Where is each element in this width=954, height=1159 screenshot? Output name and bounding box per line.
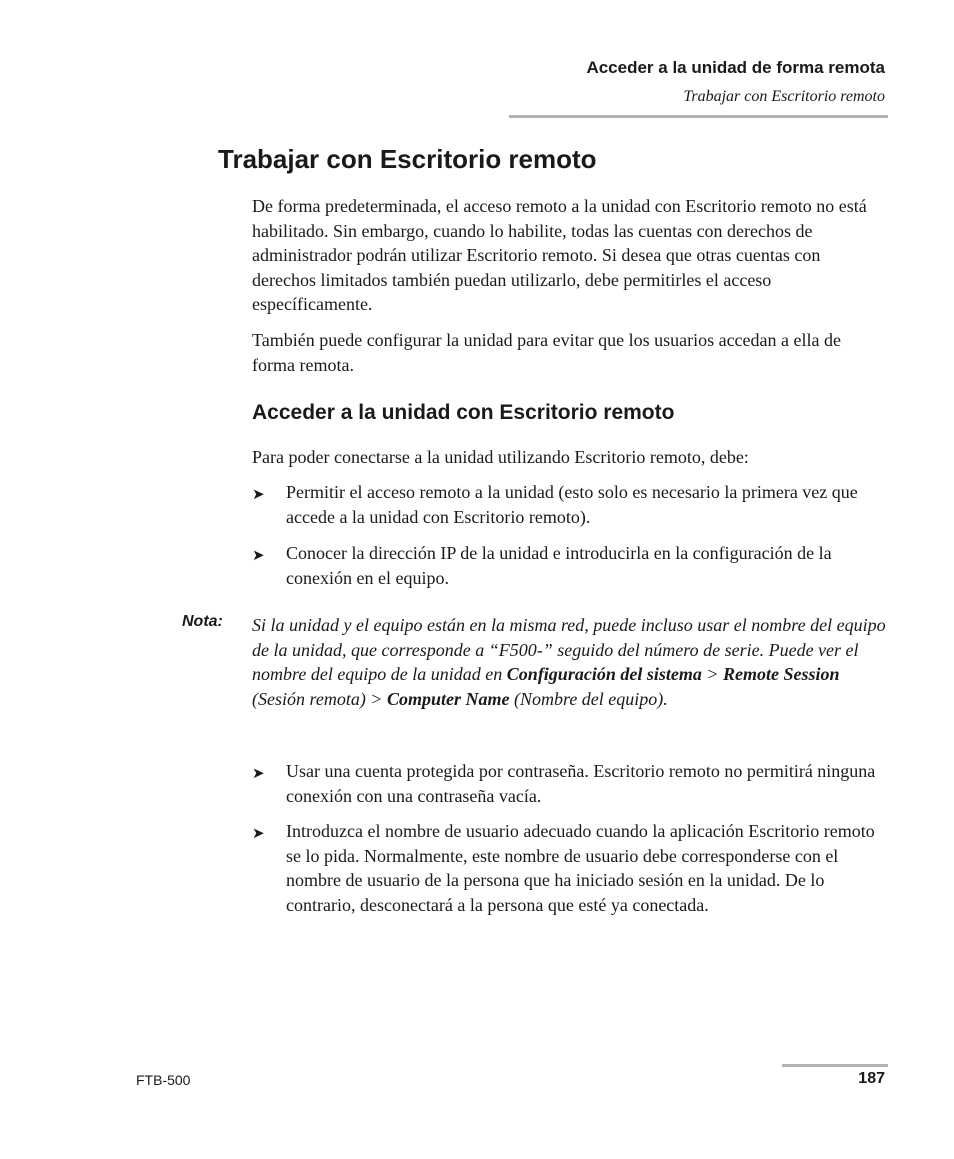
requirements-intro: Para poder conectarse a la unidad utilizando Escritorio remoto, debe: bbox=[252, 447, 749, 467]
page-number: 187 bbox=[858, 1070, 885, 1087]
arrow-bullet-icon: ➤ bbox=[252, 764, 265, 782]
note-text: Si la unidad y el equipo están en la misma red, puede incluso usar el nombre del equipo de la unidad, que corresponde a “F500-” seguido del número de serie. Puede ver el nombre del equipo de la unidad en Configuración del sistema > Remote Session (Sesión remota) > Computer Name (Nombre del equipo). bbox=[252, 615, 886, 709]
footer-product: FTB-500 bbox=[136, 1072, 191, 1088]
subsection-title: Acceder a la unidad con Escritorio remoto bbox=[252, 401, 675, 424]
intro-paragraph: De forma predeterminada, el acceso remoto a la unidad con Escritorio remoto no está habilitado. Sin embargo, cuando lo habilite, todas las cuentas con derechos de administrador podrán utilizar Escritorio remoto. Si desea que otras cuentas con derechos limitados también puedan utilizarlo, debe permitirles el acceso específicamente. bbox=[252, 196, 867, 315]
arrow-bullet-icon: ➤ bbox=[252, 546, 265, 564]
arrow-bullet-icon: ➤ bbox=[252, 485, 265, 503]
running-header-title: Acceder a la unidad de forma remota bbox=[586, 58, 885, 77]
list-item-text: Usar una cuenta protegida por contraseña. Escritorio remoto no permitirá ninguna conexión con una contraseña vacía. bbox=[286, 761, 876, 806]
list-item-text: Permitir el acceso remoto a la unidad (esto solo es necesario la primera vez que accede a la unidad con Escritorio remoto). bbox=[286, 482, 858, 527]
menu-path-computer-name: Computer Name bbox=[386, 688, 510, 709]
list-item-text: Conocer la dirección IP de la unidad e introducirla en la configuración de la conexión en el equipo. bbox=[286, 543, 832, 588]
menu-path-system-config: Configuración del sistema bbox=[506, 664, 702, 685]
header-rule bbox=[509, 115, 888, 118]
note-label: Nota: bbox=[182, 613, 223, 630]
list-item-text: Introduzca el nombre de usuario adecuado cuando la aplicación Escritorio remoto se lo pida. Normalmente, este nombre de usuario debe corresponderse con el nombre de usuario de la persona que ha iniciado sesión en la unidad. De lo contrario, desconectará a la persona que esté ya conectada. bbox=[286, 821, 875, 915]
section-title: Trabajar con Escritorio remoto bbox=[218, 144, 597, 174]
menu-path-remote-session: Remote Session bbox=[722, 664, 840, 685]
running-header-subtitle: Trabajar con Escritorio remoto bbox=[683, 88, 885, 105]
config-paragraph: También puede configurar la unidad para evitar que los usuarios accedan a ella de forma remota. bbox=[252, 330, 841, 375]
footer-rule bbox=[782, 1064, 888, 1067]
arrow-bullet-icon: ➤ bbox=[252, 824, 265, 842]
